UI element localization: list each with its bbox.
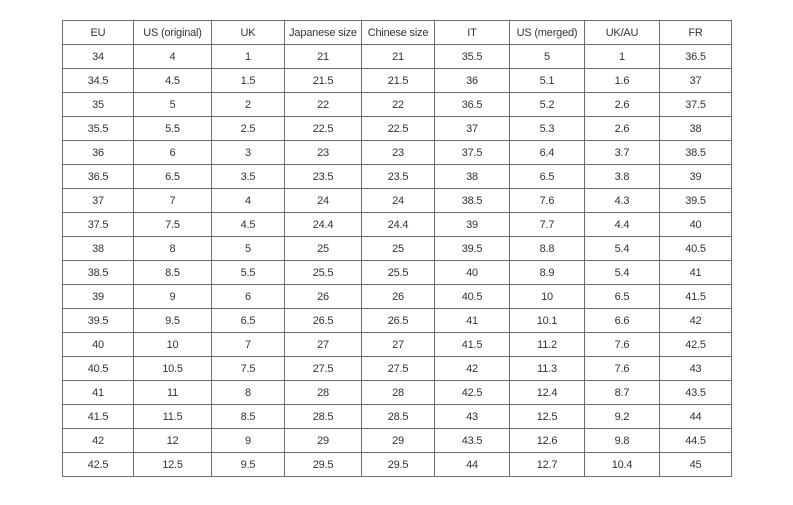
table-cell: 3.8 bbox=[585, 165, 660, 189]
table-cell: 35 bbox=[63, 93, 134, 117]
table-cell: 27 bbox=[362, 333, 435, 357]
table-cell: 1.5 bbox=[212, 69, 285, 93]
table-cell: 39 bbox=[660, 165, 732, 189]
table-cell: 5 bbox=[510, 45, 585, 69]
table-row bbox=[63, 189, 732, 213]
table-cell: 29 bbox=[285, 429, 362, 453]
table-row bbox=[63, 93, 732, 117]
table-cell: 7.6 bbox=[585, 333, 660, 357]
table-cell: 34 bbox=[63, 45, 134, 69]
table-cell: 24 bbox=[362, 189, 435, 213]
table-cell: 10.4 bbox=[585, 453, 660, 477]
table-cell: 8.7 bbox=[585, 381, 660, 405]
table-cell: 3.5 bbox=[212, 165, 285, 189]
table-cell: 39.5 bbox=[435, 237, 510, 261]
table-cell: 27.5 bbox=[285, 357, 362, 381]
table-cell: 2.6 bbox=[585, 93, 660, 117]
table-cell: 4.5 bbox=[134, 69, 212, 93]
table-row bbox=[63, 405, 732, 429]
table-row bbox=[63, 69, 732, 93]
table-row bbox=[63, 309, 732, 333]
table-cell: 12.5 bbox=[134, 453, 212, 477]
table-cell: 21.5 bbox=[285, 69, 362, 93]
table-cell: 5.2 bbox=[510, 93, 585, 117]
table-cell: 24 bbox=[285, 189, 362, 213]
table-cell: 9.2 bbox=[585, 405, 660, 429]
table-cell: 8 bbox=[212, 381, 285, 405]
table-row bbox=[63, 213, 732, 237]
table-cell: 7 bbox=[134, 189, 212, 213]
table-cell: 38.5 bbox=[660, 141, 732, 165]
table-cell: 1.6 bbox=[585, 69, 660, 93]
table-cell: 28 bbox=[285, 381, 362, 405]
table-cell: 28 bbox=[362, 381, 435, 405]
table-row bbox=[63, 381, 732, 405]
table-cell: 4 bbox=[212, 189, 285, 213]
table-cell: 6.5 bbox=[585, 285, 660, 309]
table-cell: 8.9 bbox=[510, 261, 585, 285]
table-cell: 36.5 bbox=[63, 165, 134, 189]
table-cell: 11.2 bbox=[510, 333, 585, 357]
table-cell: 2.5 bbox=[212, 117, 285, 141]
table-cell: 5 bbox=[212, 237, 285, 261]
table-cell: 39.5 bbox=[63, 309, 134, 333]
table-cell: 7.5 bbox=[212, 357, 285, 381]
table-cell: 6 bbox=[212, 285, 285, 309]
table-cell: 43 bbox=[435, 405, 510, 429]
table-cell: 27 bbox=[285, 333, 362, 357]
table-cell: 1 bbox=[585, 45, 660, 69]
column-header-chinese-size: Chinese size bbox=[362, 21, 435, 45]
table-cell: 44.5 bbox=[660, 429, 732, 453]
table-cell: 43 bbox=[660, 357, 732, 381]
column-header-us-original: US (original) bbox=[134, 21, 212, 45]
table-cell: 35.5 bbox=[435, 45, 510, 69]
table-cell: 34.5 bbox=[63, 69, 134, 93]
table-cell: 21.5 bbox=[362, 69, 435, 93]
table-cell: 26 bbox=[362, 285, 435, 309]
table-cell: 42 bbox=[63, 429, 134, 453]
table-cell: 6.5 bbox=[134, 165, 212, 189]
table-cell: 11 bbox=[134, 381, 212, 405]
table-cell: 37.5 bbox=[63, 213, 134, 237]
table-cell: 6.5 bbox=[510, 165, 585, 189]
table-cell: 5.3 bbox=[510, 117, 585, 141]
table-cell: 22 bbox=[362, 93, 435, 117]
table-row bbox=[63, 333, 732, 357]
table-cell: 6.5 bbox=[212, 309, 285, 333]
table-cell: 7 bbox=[212, 333, 285, 357]
table-cell: 7.7 bbox=[510, 213, 585, 237]
table-cell: 25 bbox=[285, 237, 362, 261]
table-cell: 41 bbox=[660, 261, 732, 285]
table-cell: 12 bbox=[134, 429, 212, 453]
table-row bbox=[63, 141, 732, 165]
table-cell: 41.5 bbox=[63, 405, 134, 429]
column-header-eu: EU bbox=[63, 21, 134, 45]
table-row bbox=[63, 285, 732, 309]
table-cell: 5 bbox=[134, 93, 212, 117]
table-cell: 36.5 bbox=[435, 93, 510, 117]
table-cell: 8.5 bbox=[212, 405, 285, 429]
table-cell: 10 bbox=[510, 285, 585, 309]
table-cell: 5.5 bbox=[134, 117, 212, 141]
table-cell: 5.1 bbox=[510, 69, 585, 93]
table-cell: 11.3 bbox=[510, 357, 585, 381]
table-cell: 8.5 bbox=[134, 261, 212, 285]
table-cell: 39.5 bbox=[660, 189, 732, 213]
table-cell: 9.5 bbox=[134, 309, 212, 333]
table-cell: 40 bbox=[660, 213, 732, 237]
table-cell: 40 bbox=[435, 261, 510, 285]
table-cell: 36.5 bbox=[660, 45, 732, 69]
table-cell: 2 bbox=[212, 93, 285, 117]
table-cell: 44 bbox=[660, 405, 732, 429]
table-cell: 25.5 bbox=[362, 261, 435, 285]
table-cell: 40 bbox=[63, 333, 134, 357]
column-header-japanese-size: Japanese size bbox=[285, 21, 362, 45]
table-cell: 9.8 bbox=[585, 429, 660, 453]
shoe-size-conversion-table bbox=[62, 20, 732, 477]
table-cell: 10.5 bbox=[134, 357, 212, 381]
table-cell: 36 bbox=[435, 69, 510, 93]
table-cell: 38.5 bbox=[63, 261, 134, 285]
table-cell: 23 bbox=[362, 141, 435, 165]
table-cell: 8 bbox=[134, 237, 212, 261]
table-cell: 6 bbox=[134, 141, 212, 165]
table-cell: 26.5 bbox=[285, 309, 362, 333]
table-row bbox=[63, 117, 732, 141]
table-cell: 43.5 bbox=[660, 381, 732, 405]
table-cell: 23 bbox=[285, 141, 362, 165]
table-cell: 38 bbox=[660, 117, 732, 141]
table-cell: 40.5 bbox=[435, 285, 510, 309]
table-cell: 29 bbox=[362, 429, 435, 453]
table-row bbox=[63, 429, 732, 453]
table-cell: 23.5 bbox=[285, 165, 362, 189]
table-row bbox=[63, 357, 732, 381]
table-cell: 4.5 bbox=[212, 213, 285, 237]
table-cell: 45 bbox=[660, 453, 732, 477]
table-cell: 6.6 bbox=[585, 309, 660, 333]
table-cell: 26 bbox=[285, 285, 362, 309]
table-cell: 38 bbox=[63, 237, 134, 261]
table-cell: 5.5 bbox=[212, 261, 285, 285]
table-cell: 4.3 bbox=[585, 189, 660, 213]
column-header-uk-au: UK/AU bbox=[585, 21, 660, 45]
table-cell: 26.5 bbox=[362, 309, 435, 333]
table-cell: 39 bbox=[63, 285, 134, 309]
table-cell: 1 bbox=[212, 45, 285, 69]
table-cell: 28.5 bbox=[362, 405, 435, 429]
table-cell: 37.5 bbox=[435, 141, 510, 165]
table-body bbox=[63, 45, 732, 477]
table-cell: 12.7 bbox=[510, 453, 585, 477]
table-cell: 24.4 bbox=[362, 213, 435, 237]
table-cell: 27.5 bbox=[362, 357, 435, 381]
table-cell: 37 bbox=[435, 117, 510, 141]
table-cell: 23.5 bbox=[362, 165, 435, 189]
table-cell: 43.5 bbox=[435, 429, 510, 453]
table-cell: 40.5 bbox=[660, 237, 732, 261]
table-cell: 41 bbox=[435, 309, 510, 333]
table-cell: 25.5 bbox=[285, 261, 362, 285]
table-row bbox=[63, 45, 732, 69]
table-row bbox=[63, 453, 732, 477]
table-cell: 21 bbox=[285, 45, 362, 69]
table-cell: 41.5 bbox=[435, 333, 510, 357]
table-cell: 38.5 bbox=[435, 189, 510, 213]
table-cell: 3.7 bbox=[585, 141, 660, 165]
table-cell: 11.5 bbox=[134, 405, 212, 429]
table-row bbox=[63, 165, 732, 189]
table-cell: 38 bbox=[435, 165, 510, 189]
table-cell: 29.5 bbox=[285, 453, 362, 477]
table-cell: 44 bbox=[435, 453, 510, 477]
table-cell: 7.5 bbox=[134, 213, 212, 237]
table-cell: 3 bbox=[212, 141, 285, 165]
table-cell: 7.6 bbox=[585, 357, 660, 381]
table-cell: 41 bbox=[63, 381, 134, 405]
table-row bbox=[63, 237, 732, 261]
table-cell: 42.5 bbox=[63, 453, 134, 477]
table-cell: 21 bbox=[362, 45, 435, 69]
table-cell: 9.5 bbox=[212, 453, 285, 477]
table-cell: 37 bbox=[660, 69, 732, 93]
table-cell: 37.5 bbox=[660, 93, 732, 117]
table-cell: 41.5 bbox=[660, 285, 732, 309]
table-row bbox=[63, 261, 732, 285]
table-cell: 4 bbox=[134, 45, 212, 69]
table-cell: 36 bbox=[63, 141, 134, 165]
header-row bbox=[63, 21, 732, 45]
table-cell: 9 bbox=[134, 285, 212, 309]
table-cell: 42 bbox=[435, 357, 510, 381]
table-cell: 9 bbox=[212, 429, 285, 453]
table-cell: 8.8 bbox=[510, 237, 585, 261]
table-cell: 29.5 bbox=[362, 453, 435, 477]
column-header-fr: FR bbox=[660, 21, 732, 45]
table-cell: 5.4 bbox=[585, 237, 660, 261]
table-header bbox=[63, 21, 732, 45]
table-cell: 35.5 bbox=[63, 117, 134, 141]
table-cell: 42 bbox=[660, 309, 732, 333]
table-cell: 22.5 bbox=[285, 117, 362, 141]
table-cell: 42.5 bbox=[660, 333, 732, 357]
column-header-it: IT bbox=[435, 21, 510, 45]
table-cell: 6.4 bbox=[510, 141, 585, 165]
table-cell: 4.4 bbox=[585, 213, 660, 237]
table-cell: 22.5 bbox=[362, 117, 435, 141]
table-cell: 39 bbox=[435, 213, 510, 237]
table-cell: 12.5 bbox=[510, 405, 585, 429]
table-cell: 28.5 bbox=[285, 405, 362, 429]
table-cell: 25 bbox=[362, 237, 435, 261]
table-cell: 10 bbox=[134, 333, 212, 357]
table-cell: 2.6 bbox=[585, 117, 660, 141]
table-cell: 10.1 bbox=[510, 309, 585, 333]
table-cell: 12.4 bbox=[510, 381, 585, 405]
table-cell: 24.4 bbox=[285, 213, 362, 237]
table-cell: 5.4 bbox=[585, 261, 660, 285]
column-header-uk: UK bbox=[212, 21, 285, 45]
table-cell: 42.5 bbox=[435, 381, 510, 405]
table-cell: 40.5 bbox=[63, 357, 134, 381]
table-cell: 12.6 bbox=[510, 429, 585, 453]
table-cell: 22 bbox=[285, 93, 362, 117]
table-cell: 37 bbox=[63, 189, 134, 213]
column-header-us-merged: US (merged) bbox=[510, 21, 585, 45]
table-cell: 7.6 bbox=[510, 189, 585, 213]
